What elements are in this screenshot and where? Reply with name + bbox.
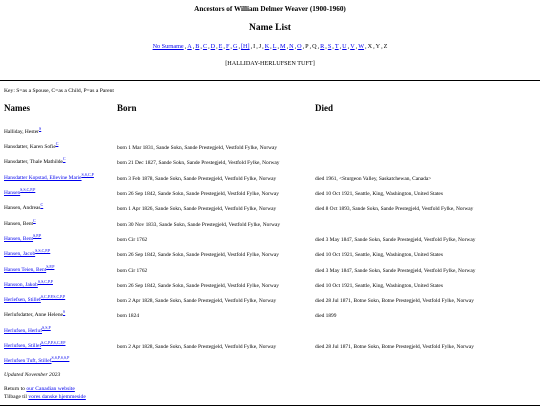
alpha-link-19[interactable]: S (327, 43, 332, 50)
born-cell: born 26 Sep 1842, Sande Sokn, Sande Prestegjeld, Vestfold Fylke, Norway (117, 282, 279, 289)
table-row (0, 275, 540, 290)
role-key-link[interactable]: S,C,P,P,S,C,P,P (41, 340, 66, 346)
alpha-separator: , (317, 43, 320, 50)
alpha-separator: , (238, 43, 240, 50)
alpha-link-8[interactable]: [H] (240, 43, 250, 50)
died-cell: died 3 May 1847, Sande Sokn, Sande Prestegjeld, Vestfold Fylke, Norway (315, 267, 476, 274)
table-row (0, 183, 540, 198)
alpha-separator: , (270, 43, 272, 50)
role-key-link[interactable]: C (33, 217, 36, 223)
role-key-link[interactable]: S,S,P (42, 324, 51, 330)
page-title: Name List (249, 23, 291, 33)
role-key-link[interactable]: S,S,C,P,P (20, 187, 36, 193)
alpha-separator: , (216, 43, 218, 50)
alpha-link-3[interactable]: C (202, 43, 208, 50)
person-name: Halliday, Hester (4, 128, 39, 135)
alpha-link-12[interactable]: L (272, 43, 277, 50)
born-column-header: Born (117, 103, 137, 113)
person-name-cell (4, 248, 114, 258)
danish-website-link[interactable]: vores danske hjemmeside (28, 394, 86, 400)
died-cell: died 3 May 1847, Sande Sokn, Sande Prestegjeld, Vestfold Fylke, Norway (315, 236, 476, 243)
table-row (0, 260, 540, 275)
table-row (0, 198, 540, 213)
return-prefix: Return to (4, 386, 27, 392)
person-name-cell (4, 309, 114, 319)
died-cell: died 10 Oct 1921, Seattle, King, Washington, United States (315, 282, 443, 289)
person-name: Hansen, Andreas (4, 205, 41, 212)
born-cell: born 1 Apr 1826, Sande Sokn, Sande Prestegjeld, Vestfold Fylke, Norway (117, 206, 277, 213)
alpha-separator: , (192, 43, 195, 50)
person-name[interactable]: Hansson, Jakob (4, 281, 38, 288)
alpha-link-15[interactable]: O (297, 43, 302, 50)
person-name[interactable]: Hansen, Jacob (4, 251, 36, 258)
person-name[interactable]: Hansen, Bent (4, 235, 34, 242)
person-name-cell (4, 156, 114, 166)
alpha-separator: , (355, 43, 358, 50)
role-key-link[interactable]: S,S,C,P,P (35, 248, 51, 254)
alpha-separator: , (250, 43, 253, 50)
alpha-link-25: Y (375, 43, 381, 50)
died-column-header: Died (315, 103, 333, 113)
role-key-link[interactable]: C (55, 141, 59, 147)
died-cell: died 28 Jul 1871, Botne Sokn, Botne Prestegjeld, Vestfold Fylke, Norway (315, 344, 474, 351)
alpha-separator: , (286, 43, 289, 50)
alpha-link-13[interactable]: M (280, 43, 286, 50)
alpha-separator: , (230, 43, 232, 50)
alpha-link-2[interactable]: B (195, 43, 200, 50)
alpha-link-14[interactable]: N (289, 43, 294, 50)
role-key-link[interactable]: S (38, 126, 42, 132)
born-cell: born 2 Apr 1828, Sande Sokn, Sande Prestegjeld, Vestfold Fylke, Norway (117, 298, 277, 305)
person-name: Hansdatter, Karen Sofie (4, 144, 56, 151)
person-name-cell (4, 294, 114, 304)
role-key-link[interactable]: S,S,C,P,P (37, 279, 53, 285)
person-name: Hansdatter, Thale Mathilde (4, 159, 63, 166)
table-row (0, 229, 540, 244)
role-key-link[interactable]: S (62, 309, 66, 315)
born-cell: born Cir 1762 (117, 236, 148, 243)
died-cell: died 1961, <Sturgeon Valley, Saskatchewan, Canada> (315, 175, 432, 182)
person-name: Herlufsdatter, Anne Helene (4, 312, 63, 319)
role-key-link[interactable]: S,S,P,S,S,P (51, 355, 70, 361)
table-row (0, 290, 540, 305)
born-cell: born 2 Apr 1828, Sande Sokn, Sande Prestegjeld, Vestfold Fylke, Norway (117, 344, 277, 351)
name-range-label: [HALLIDAY-HERLUFSEN TUFT] (225, 60, 315, 67)
table-row (0, 244, 540, 259)
person-name-cell (4, 340, 114, 350)
person-name[interactable]: Herlufsen, Stillef (4, 343, 42, 350)
person-name: Hansen, Bent (4, 220, 34, 227)
alpha-separator: , (184, 43, 187, 50)
table-row (0, 122, 540, 137)
updated-note: Updated November 2023 (4, 372, 61, 378)
names-column-header: Names (4, 103, 30, 113)
alpha-separator: , (256, 43, 258, 50)
alpha-link-4[interactable]: D (210, 43, 216, 50)
alpha-link-23[interactable]: W (358, 43, 365, 50)
alpha-separator: , (309, 43, 312, 50)
person-name[interactable]: Hansen (4, 190, 21, 197)
table-row (0, 321, 540, 336)
canadian-website-link[interactable]: our Canadian website (26, 386, 75, 392)
person-name[interactable]: Hansen Teien, Bent (4, 266, 47, 273)
born-cell: born 3 Feb 1878, Sande Sokn, Sande Prestegjeld, Vestfold Fylke, Norway (117, 175, 277, 182)
alpha-link-10: J (258, 43, 262, 50)
person-name-cell (4, 263, 114, 273)
born-cell: born 21 Dec 1827, Sande Sokn, Sande Prestegjeld, Vestfold Fylke, Norway (117, 160, 280, 167)
born-cell: born 30 Nov 1833, Sande Sokn, Sande Prestegjeld, Vestfold Fylke, Norway (117, 221, 281, 228)
alpha-link-9: I (253, 43, 256, 50)
person-name-cell (4, 171, 114, 181)
person-name-cell (4, 141, 114, 151)
person-name-cell (4, 355, 114, 365)
person-name-cell (4, 126, 114, 135)
alpha-link-18[interactable]: R (320, 43, 325, 50)
alpha-separator: , (277, 43, 280, 50)
alpha-separator: , (332, 43, 334, 50)
alphabet-index (0, 43, 540, 50)
return-line (4, 386, 75, 392)
alpha-link-24: X (367, 43, 373, 50)
born-cell: born 1 Mar 1831, Sande Sokn, Sande Prestegjeld, Vestfold Fylke, Norway (117, 145, 278, 152)
born-cell: born 26 Sep 1842, Sande Sokn, Sande Prestegjeld, Vestfold Fylke, Norway (117, 252, 279, 259)
alpha-link-0[interactable]: No Surname (152, 43, 184, 50)
person-name[interactable]: Herlefsen, Stillef (4, 297, 41, 304)
alpha-separator: , (302, 43, 305, 50)
alpha-separator: , (294, 43, 297, 50)
role-key-link[interactable]: S,S,C,P (81, 171, 94, 177)
alpha-separator: , (208, 43, 210, 50)
table-row (0, 168, 540, 183)
born-cell: born Cir 1762 (117, 267, 148, 274)
alpha-link-7[interactable]: G (232, 43, 238, 50)
person-name-cell (4, 202, 114, 212)
bottom-divider (0, 405, 540, 406)
alpha-link-26: Z (383, 43, 388, 50)
role-key-link[interactable]: C (62, 156, 66, 162)
alpha-link-6[interactable]: F (225, 43, 230, 50)
alpha-link-22[interactable]: V (350, 43, 355, 50)
tilbage-line (4, 394, 86, 400)
alpha-separator: , (262, 43, 264, 50)
alpha-link-20[interactable]: T (334, 43, 339, 50)
alpha-separator: , (381, 43, 383, 50)
table-row (0, 351, 540, 366)
table-row (0, 336, 540, 351)
key-legend: Key: S=as a Spouse, C=as a Child, P=as a Parent (4, 88, 114, 94)
alpha-separator: , (325, 43, 327, 50)
alpha-link-1[interactable]: A (187, 43, 192, 50)
people-table (0, 122, 540, 367)
alpha-link-21[interactable]: U (342, 43, 347, 50)
died-cell: died 10 Oct 1921, Seattle, King, Washington, United States (315, 252, 443, 259)
born-cell: born 1824 (117, 313, 140, 320)
table-row (0, 214, 540, 229)
died-cell: died 28 Jul 1871, Botne Sokn, Botne Prestegjeld, Vestfold Fylke, Norway (315, 298, 474, 305)
alpha-link-16: P (305, 43, 309, 50)
died-cell: died 1899 (315, 313, 337, 320)
alpha-separator: , (347, 43, 350, 50)
alpha-link-11[interactable]: K (264, 43, 270, 50)
role-key-link[interactable]: S,P,P (33, 233, 42, 239)
person-name-cell (4, 187, 114, 197)
alpha-link-5[interactable]: E (218, 43, 223, 50)
person-name-cell (4, 324, 114, 334)
alpha-separator: , (339, 43, 342, 50)
born-cell: born 26 Sep 1842, Sande Sokn, Sande Prestegjeld, Vestfold Fylke, Norway (117, 191, 279, 198)
person-name[interactable]: Hansdatter Kopstad, Ellevine Marie (4, 174, 82, 181)
table-row (0, 306, 540, 321)
alpha-link-17: Q (312, 43, 317, 50)
site-title: Ancestors of William Delmer Weaver (1900-1960) (194, 5, 346, 13)
role-key-link[interactable]: C (40, 202, 44, 208)
person-name-cell (4, 279, 114, 288)
top-divider (0, 80, 540, 81)
died-cell: died 10 Oct 1921, Seattle, King, Washington, United States (315, 191, 443, 198)
alpha-separator: , (200, 43, 202, 50)
alpha-separator: , (373, 43, 375, 50)
person-name[interactable]: Herlufsen Tuft, Stillef (4, 358, 52, 365)
tilbage-prefix: Tilbage til (4, 394, 29, 400)
alpha-separator: , (223, 43, 225, 50)
role-key-link[interactable]: S,C,P,P,S,C,P,P (40, 294, 66, 300)
person-name[interactable]: Herlufsen, Herluf (4, 327, 43, 334)
role-key-link[interactable]: S,P,P (46, 263, 55, 269)
table-row (0, 137, 540, 152)
died-cell: died 8 Oct 1893, Sande Sokn, Sande Prestegjeld, Vestfold Fylke, Norway (315, 206, 474, 213)
person-name-cell (4, 217, 114, 227)
table-row (0, 153, 540, 168)
person-name-cell (4, 233, 114, 242)
alpha-separator: , (365, 43, 367, 50)
